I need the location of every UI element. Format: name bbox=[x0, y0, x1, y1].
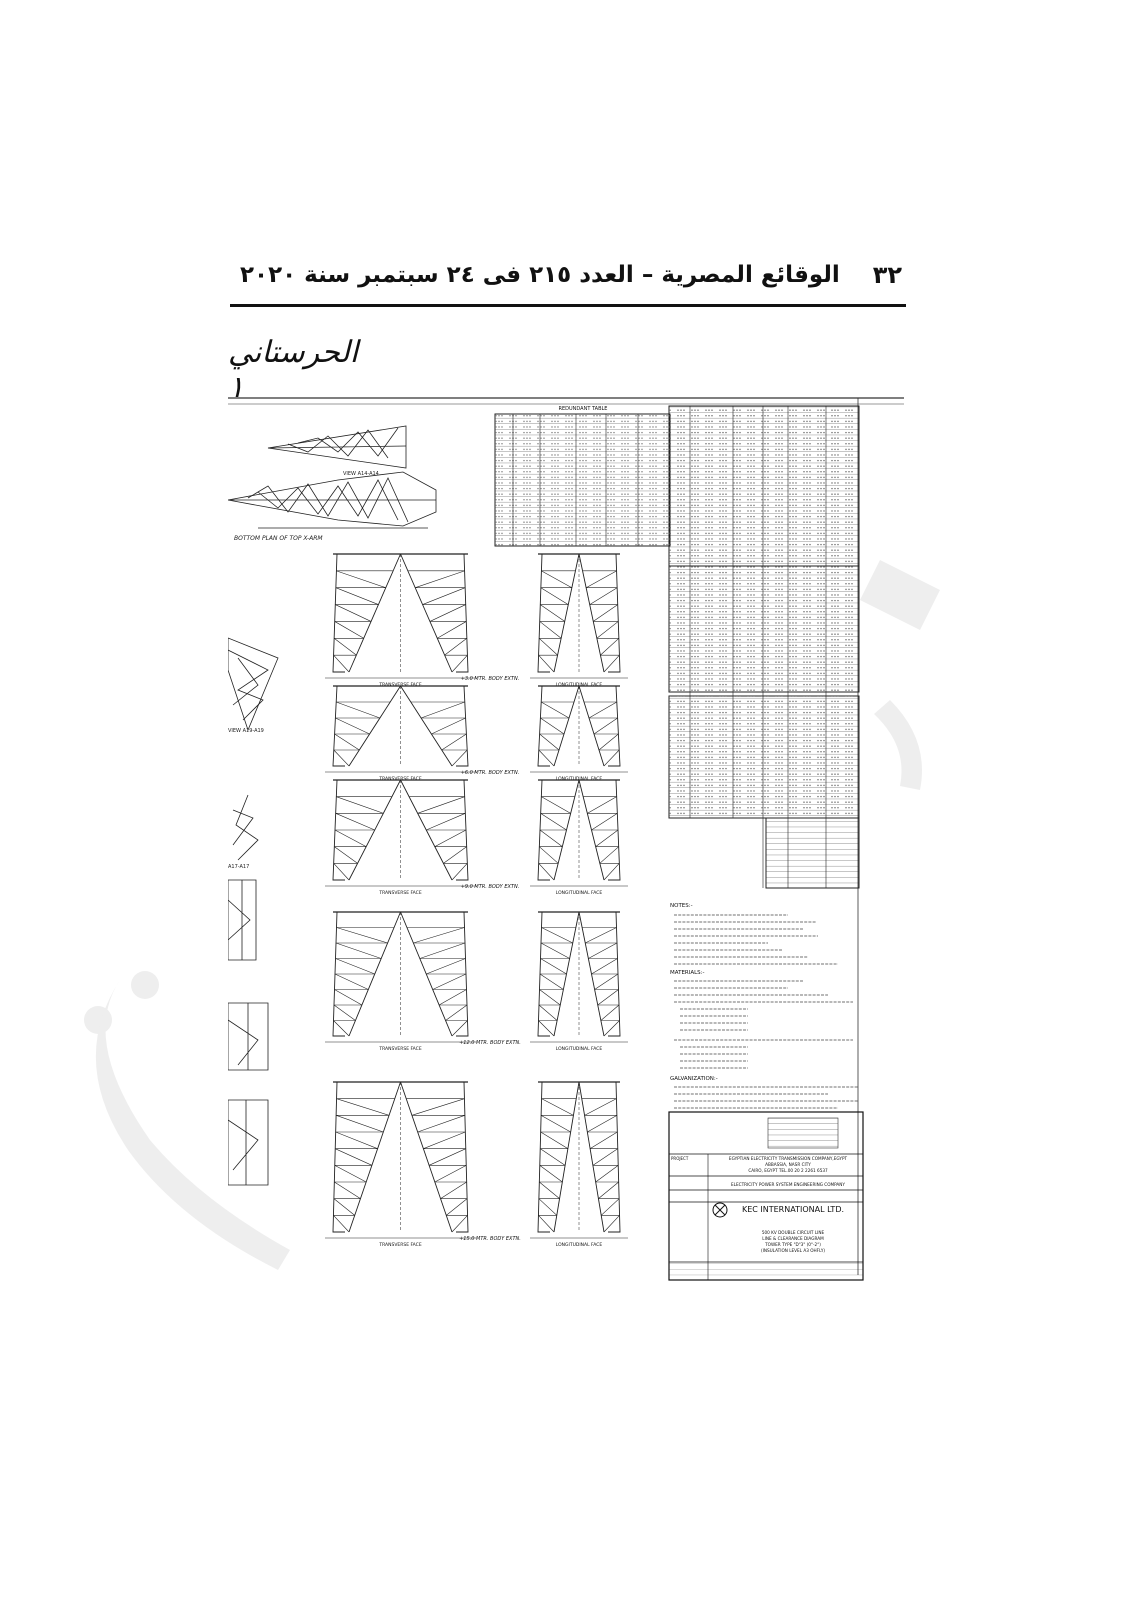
top-arm-view bbox=[228, 426, 436, 528]
owner-line-1: EGYPTIAN ELECTRICITY TRANSMISSION COMPANY,EGYPT bbox=[728, 1156, 848, 1161]
transverse-face-label: TRANSVERSE FACE bbox=[379, 1047, 422, 1052]
bottom-plan-label: BOTTOM PLAN OF TOP X-ARM bbox=[234, 535, 323, 542]
header-rule bbox=[230, 304, 906, 307]
title-block bbox=[669, 1112, 863, 1280]
transverse-face-label: TRANSVERSE FACE bbox=[379, 683, 422, 688]
page-header bbox=[230, 257, 902, 293]
body-extension-label: +6.0 MTR. BODY EXTN. bbox=[460, 770, 520, 776]
longitudinal-face-label: LONGITUDINAL FACE bbox=[555, 891, 603, 896]
galvanization-heading: GALVANIZATION:- bbox=[670, 1076, 718, 1082]
drawing-svg bbox=[228, 340, 904, 1290]
tower-longitudinal-face bbox=[530, 1082, 628, 1238]
body-extension-label: +12.0 MTR. BODY EXTN. bbox=[459, 1040, 521, 1046]
tower-transverse-face bbox=[325, 912, 476, 1042]
side-view-label-2: A17-A17 bbox=[228, 864, 250, 870]
body-extension-label: +3.0 MTR. BODY EXTN. bbox=[460, 676, 520, 682]
transverse-face-label: TRANSVERSE FACE bbox=[379, 1243, 422, 1248]
owner-line-2: ABBASSIA, NASR CITY bbox=[765, 1162, 811, 1167]
member-schedule bbox=[669, 406, 859, 888]
tower-type: TOWER TYPE "D"3" (0°-2°) bbox=[765, 1242, 821, 1247]
longitudinal-face-label: LONGITUDINAL FACE bbox=[555, 1047, 603, 1052]
materials-heading: MATERIALS:- bbox=[670, 970, 705, 976]
body-extension-label: +15.0 MTR. BODY EXTN. bbox=[459, 1236, 521, 1242]
page-number: ٣٢ bbox=[872, 261, 902, 289]
owner-line-3: CAIRO, EGYPT TEL.00 20 2 2261 6537 bbox=[748, 1168, 828, 1173]
transverse-face-label: TRANSVERSE FACE bbox=[379, 777, 422, 782]
redundant-table bbox=[495, 406, 670, 546]
tower-longitudinal-face bbox=[530, 780, 628, 886]
top-view-label: VIEW A14-A14 bbox=[343, 471, 379, 477]
tower-transverse-face bbox=[325, 554, 476, 678]
notes-block bbox=[670, 903, 858, 1108]
tower-body-rows bbox=[325, 554, 628, 1248]
handwritten-note: الحرستاني ١ bbox=[228, 335, 359, 405]
tower-transverse-face bbox=[325, 686, 476, 772]
journal-title: الوقائع المصرية – العدد ٢١٥ فى ٢٤ سبتمبر سنة ٢٠٢٠ bbox=[240, 262, 840, 288]
longitudinal-face-label: LONGITUDINAL FACE bbox=[555, 1243, 603, 1248]
side-fragments bbox=[228, 638, 278, 1185]
longitudinal-face-label: LONGITUDINAL FACE bbox=[555, 777, 603, 782]
tower-longitudinal-face bbox=[530, 912, 628, 1042]
tower-longitudinal-face bbox=[530, 554, 628, 678]
tower-longitudinal-face bbox=[530, 686, 628, 772]
diagram-title: LINE & CLEARANCE DIAGRAM bbox=[762, 1236, 824, 1241]
contractor-name: KEC INTERNATIONAL LTD. bbox=[741, 1205, 845, 1214]
notes-heading: NOTES:- bbox=[670, 903, 693, 909]
tower-transverse-face bbox=[325, 780, 476, 886]
body-extension-label: +9.0 MTR. BODY EXTN. bbox=[460, 884, 520, 890]
tower-transverse-face bbox=[325, 1082, 476, 1238]
line-description: 500 KV DOUBLE CIRCUIT LINE bbox=[761, 1230, 825, 1235]
longitudinal-face-label: LONGITUDINAL FACE bbox=[555, 683, 603, 688]
side-view-label-1: VIEW A19-A19 bbox=[228, 728, 264, 734]
consultant-name: ELECTRICITY POWER SYSTEM ENGINEERING COMPANY bbox=[731, 1182, 845, 1187]
redundant-table-title: REDUNDANT TABLE bbox=[558, 406, 608, 412]
project-label: PROJECT bbox=[671, 1156, 689, 1161]
transverse-face-label: TRANSVERSE FACE bbox=[379, 891, 422, 896]
insulation-level: (INSULATION LEVEL A3 OHFLY) bbox=[760, 1248, 826, 1253]
engineering-drawing bbox=[228, 340, 904, 1290]
